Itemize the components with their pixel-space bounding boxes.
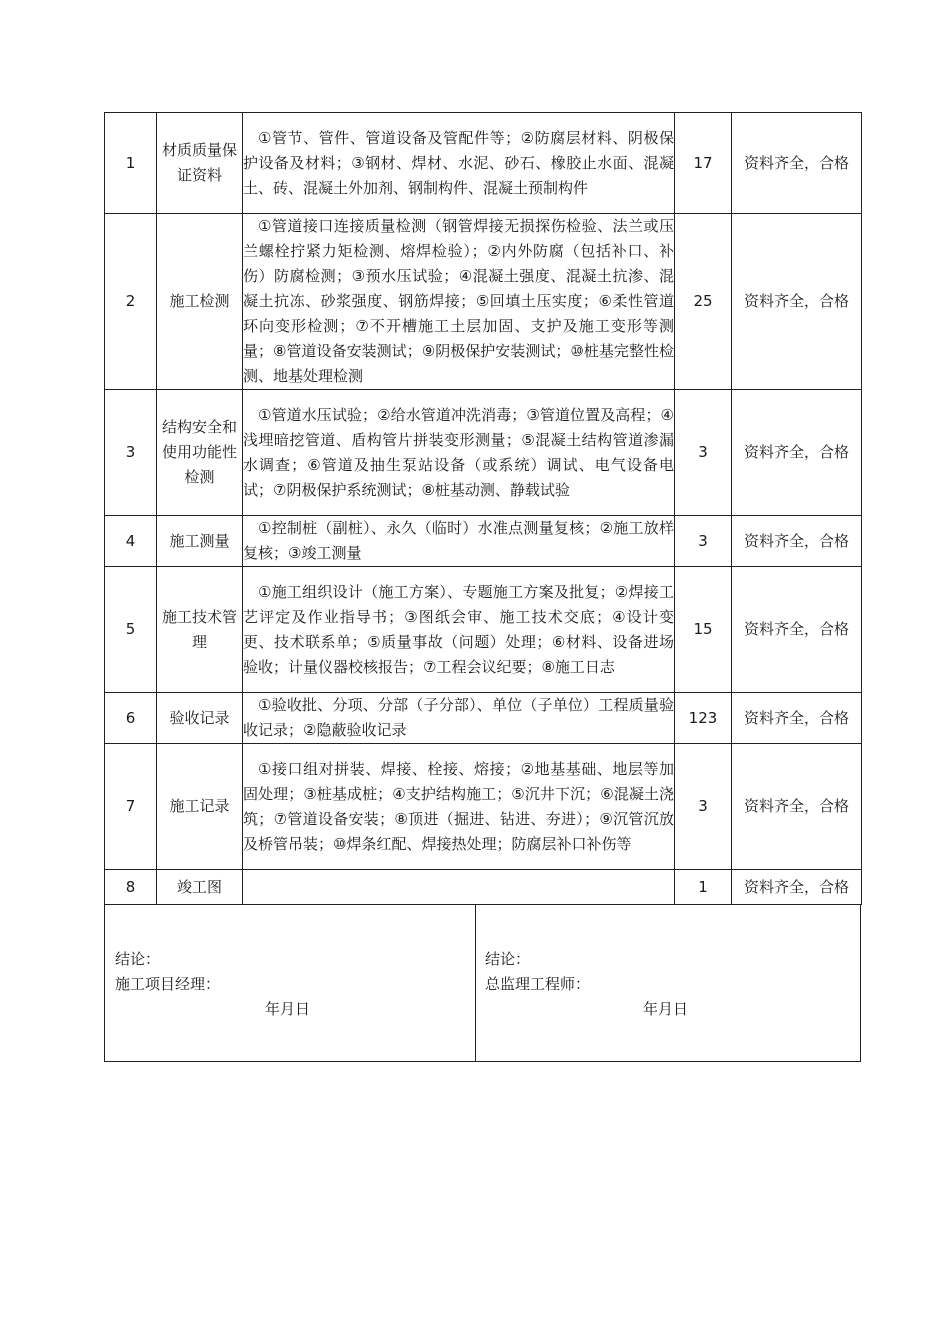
row-content-cell [243,390,675,516]
table-row [105,214,862,390]
row-number: 5 [105,567,157,693]
row-item-name: 竣工图 [157,870,243,905]
row-content-cell [243,113,675,214]
row-content: ①管节、管件、管道设备及管配件等；②防腐层材料、阴极保护设备及材料；③钢材、焊材、水泥、砂石、橡胶止水面、混凝土、砖、混凝土外加剂、钢制构件、混凝土预制构件 [243,128,674,197]
table-row [105,113,862,214]
signoff-section [104,905,861,1062]
row-item-name: 施工记录 [157,744,243,870]
row-count: 3 [675,516,732,567]
row-item-name: 验收记录 [157,693,243,744]
table-row [105,390,862,516]
date-label: 年月日 [643,1000,689,1018]
records-sheet [104,112,861,1062]
row-result: 资料齐全，合格 [732,567,862,693]
row-content-cell [243,516,675,567]
row-result: 资料齐全，合格 [732,390,862,516]
row-result: 资料齐全，合格 [732,693,862,744]
row-item-name: 结构安全和使用功能性检测 [157,390,243,516]
row-count: 25 [675,214,732,390]
row-result: 资料齐全，合格 [732,113,862,214]
row-count: 17 [675,113,732,214]
row-content-cell [243,214,675,390]
supervisor-signoff [485,947,850,1022]
row-item-name: 施工测量 [157,516,243,567]
row-result: 资料齐全，合格 [732,744,862,870]
row-count: 3 [675,390,732,516]
row-result: 资料齐全，合格 [732,870,862,905]
row-count: 1 [675,870,732,905]
row-content-cell [243,567,675,693]
row-content-cell [243,870,675,905]
row-content: ①验收批、分项、分部（子分部）、单位（子单位）工程质量验收记录；②隐蔽验收记录 [243,696,674,739]
row-count: 15 [675,567,732,693]
row-number: 8 [105,870,157,905]
row-content: ①接口组对拼装、焊接、栓接、熔接；②地基基础、地层等加固处理；③桩基成桩；④支护结构施工；⑤沉井下沉；⑥混凝土浇筑；⑦管道设备安装；⑧顶进（掘进、钻进、夯进）；⑨沉管沉放及桥管吊装；⑩焊条红配、焊接热处理；防腐层补口补伤等 [243,759,674,853]
row-item-name: 材质质量保证资料 [157,113,243,214]
row-item-name: 施工检测 [157,214,243,390]
row-number: 3 [105,390,157,516]
row-result: 资料齐全，合格 [732,214,862,390]
date-label: 年月日 [265,1000,311,1018]
row-content-cell [243,693,675,744]
row-content: ①控制桩（副桩）、永久（临时）水准点测量复核；②施工放样复核；③竣工测量 [243,519,674,562]
row-number: 7 [105,744,157,870]
project-manager-label: 施工项目经理： [115,975,221,993]
chief-supervisor-label: 总监理工程师： [485,975,591,993]
signoff-divider [475,905,476,1061]
row-number: 6 [105,693,157,744]
row-number: 1 [105,113,157,214]
conclusion-label: 结论： [485,950,531,968]
row-count: 123 [675,693,732,744]
row-number: 4 [105,516,157,567]
table-row [105,516,862,567]
records-table [104,112,862,905]
table-row [105,870,862,905]
contractor-signoff [115,947,465,1022]
row-content: ①管道接口连接质量检测（钢管焊接无损探伤检验、法兰或压兰螺栓拧紧力矩检测、熔焊检验）；②内外防腐（包括补口、补伤）防腐检测；③预水压试验；④混凝土强度、混凝土抗渗、混凝土抗冻、砂浆强度、钢筋焊接；⑤回填土压实度；⑥柔性管道环向变形检测；⑦不开槽施工土层加固、支护及施工变形等测量；⑧管道设备安装测试；⑨阴极保护安装测试；⑩桩基完整性检测、地基处理检测 [243,217,674,385]
row-item-name: 施工技术管理 [157,567,243,693]
row-content: ①管道水压试验；②给水管道冲洗消毒；③管道位置及高程；④浅埋暗挖管道、盾构管片拼装变形测量；⑤混凝土结构管道渗漏水调查；⑥管道及抽生泵站设备（或系统）调试、电气设备电试；⑦阴极保护系统测试；⑧桩基动测、静载试验 [243,405,674,499]
conclusion-label: 结论： [115,950,161,968]
table-row [105,567,862,693]
row-content: ①施工组织设计（施工方案）、专题施工方案及批复；②焊接工艺评定及作业指导书；③图纸会审、施工技术交底；④设计变更、技术联系单；⑤质量事故（问题）处理；⑥材料、设备进场验收；计量仪器校核报告；⑦工程会议纪要；⑧施工日志 [243,582,674,676]
row-result: 资料齐全，合格 [732,516,862,567]
row-content-cell [243,744,675,870]
row-number: 2 [105,214,157,390]
row-count: 3 [675,744,732,870]
table-row [105,744,862,870]
table-row [105,693,862,744]
